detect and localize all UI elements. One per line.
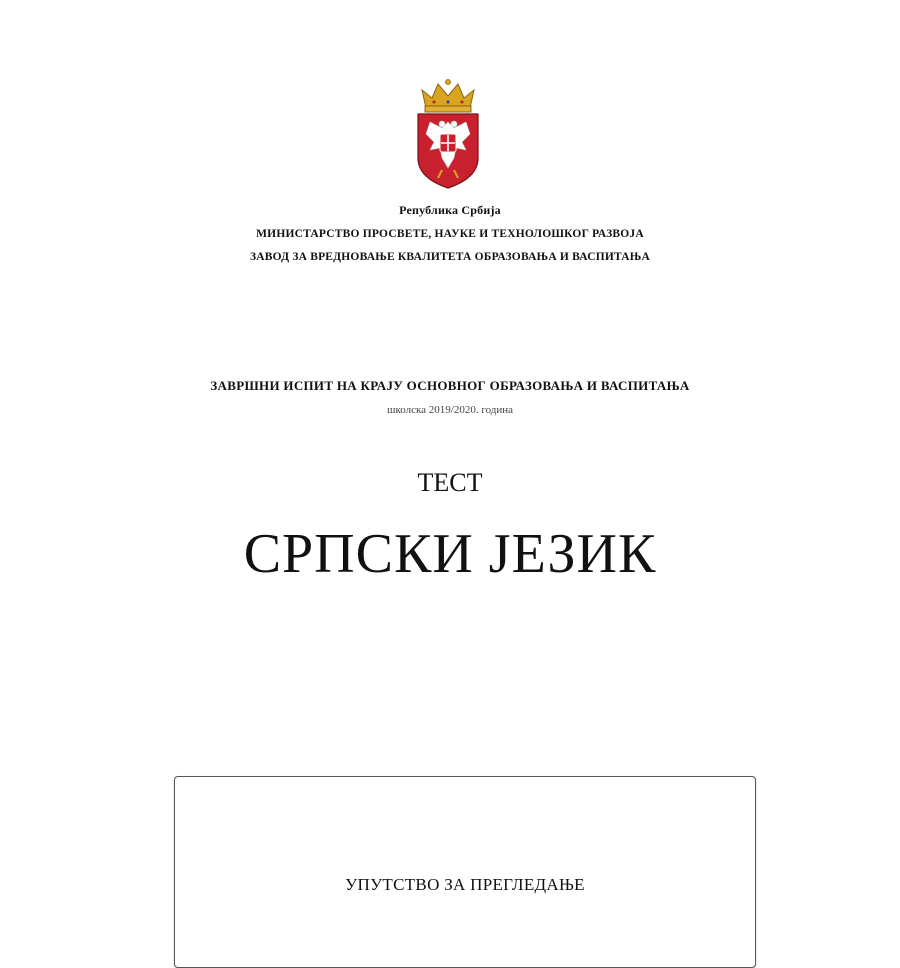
test-label: ТЕСТ bbox=[417, 468, 483, 497]
crown-icon bbox=[422, 80, 474, 113]
school-year: школска 2019/2020. година bbox=[386, 404, 514, 416]
instructions-title: УПУТСТВО ЗА ПРЕГЛЕДАЊЕ bbox=[345, 875, 585, 894]
coat-of-arms-icon bbox=[412, 78, 484, 190]
subject-title: СРПСКИ ЈЕЗИК bbox=[243, 523, 657, 585]
ministry-name: МИНИСТАРСТВО ПРОСВЕТЕ, НАУКЕ И ТЕХНОЛОШКОГ РАЗВОЈА bbox=[256, 228, 644, 240]
exam-title: ЗАВРШНИ ИСПИТ НА КРАЈУ ОСНОВНОГ ОБРАЗОВАЊА И ВАСПИТАЊА bbox=[210, 378, 690, 393]
instructions-box bbox=[174, 776, 756, 968]
republic-name: Република Србија bbox=[399, 203, 501, 217]
institute-name: ЗАВОД ЗА ВРЕДНОВАЊЕ КВАЛИТЕТА ОБРАЗОВАЊА И ВАСПИТАЊА bbox=[249, 251, 651, 263]
